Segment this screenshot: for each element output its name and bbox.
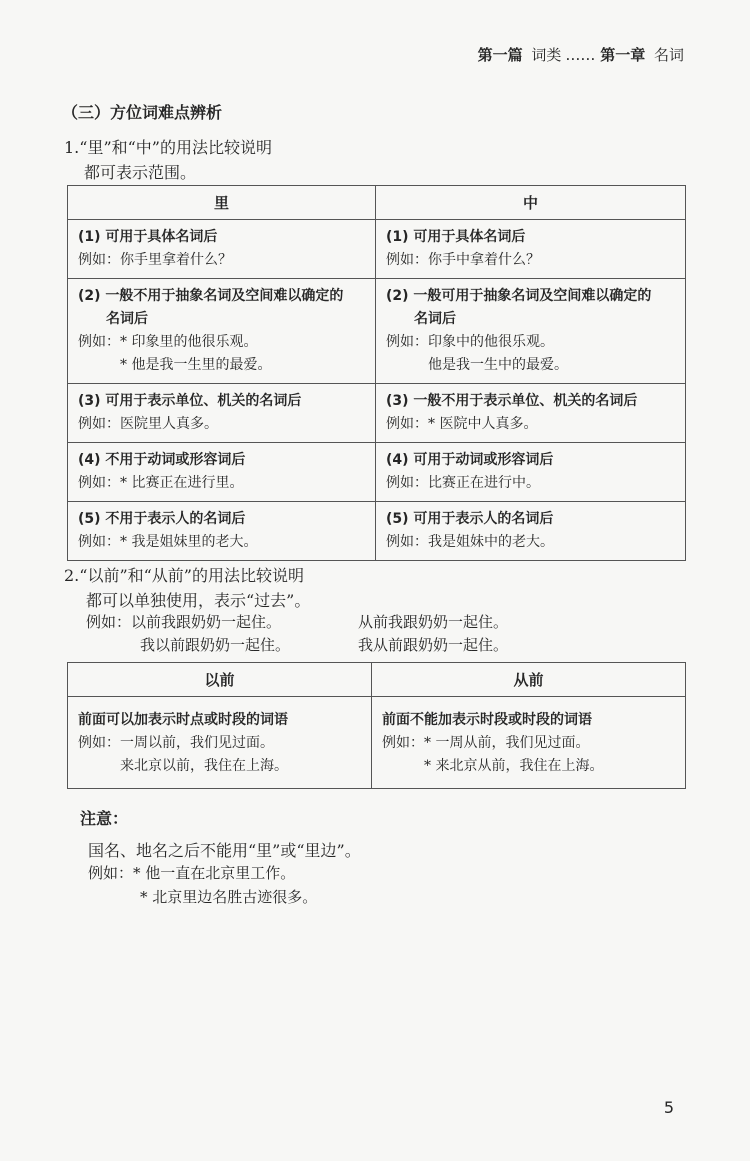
- example-sentence: 例如：印象中的他很乐观。: [386, 334, 554, 350]
- page-number: 5: [663, 1098, 674, 1117]
- table-row: [68, 384, 686, 443]
- example-sentence: * 北京里边名胜古迹很多。: [140, 888, 318, 906]
- usage-rule: (2) 一般不用于抽象名词及空间难以确定的: [78, 288, 344, 304]
- item2-heading: 2.“以前”和“从前”的用法比较说明: [64, 566, 304, 585]
- note-text: 国名、地名之后不能用“里”或“里边”。: [88, 841, 361, 860]
- example-sentence: 我以前跟奶奶一起住。: [140, 636, 291, 654]
- table-row: [68, 443, 686, 502]
- table-cell-li: [68, 279, 376, 384]
- running-head-chapter-name: 名词: [653, 46, 684, 64]
- table-cell-li: [68, 384, 376, 443]
- comparison-table-li-zhong: [67, 185, 686, 561]
- usage-rule: (1) 可用于具体名词后: [386, 229, 526, 245]
- table-cell-zhong: [376, 502, 686, 561]
- column-header-zhong: 中: [376, 186, 686, 220]
- example-sentence: 例如：医院里人真多。: [78, 416, 218, 432]
- table-row: [68, 502, 686, 561]
- example-sentence: 例如：以前我跟奶奶一起住。: [86, 613, 282, 631]
- table-header-row: [68, 186, 686, 220]
- table-cell-zhong: [376, 443, 686, 502]
- usage-rule-continued: 名词后: [414, 311, 456, 327]
- running-head-chapter: 第一章: [600, 46, 646, 64]
- example-sentence: 例如：你手里拿着什么？: [78, 252, 232, 268]
- table-cell-li: [68, 220, 376, 279]
- running-head-part-name: 词类: [531, 46, 562, 64]
- example-sentence: 例如：* 印象里的他很乐观。: [78, 334, 258, 350]
- usage-rule: (2) 一般可用于抽象名词及空间难以确定的: [386, 288, 652, 304]
- example-sentence: 我从前跟奶奶一起住。: [358, 636, 509, 654]
- column-header-congqian: 从前: [372, 663, 686, 697]
- example-sentence: * 来北京从前，我住在上海。: [424, 758, 604, 774]
- usage-rule-continued: 名词后: [106, 311, 148, 327]
- table-row: [68, 220, 686, 279]
- table-cell-li: [68, 443, 376, 502]
- table-header-row: [68, 663, 686, 697]
- comparison-table-yiqian-congqian: [67, 662, 686, 789]
- table-cell-zhong: [376, 279, 686, 384]
- usage-rule: 前面不能加表示时段或时段的词语: [382, 712, 592, 728]
- example-sentence: * 他是我一生里的最爱。: [120, 357, 272, 373]
- table-cell-zhong: [376, 384, 686, 443]
- usage-rule: (3) 一般不用于表示单位、机关的名词后: [386, 393, 638, 409]
- example-sentence: 例如：你手中拿着什么？: [386, 252, 540, 268]
- example-sentence: 来北京以前，我住在上海。: [120, 758, 288, 774]
- usage-rule: (3) 可用于表示单位、机关的名词后: [78, 393, 302, 409]
- example-sentence: 例如：* 医院中人真多。: [386, 416, 538, 432]
- note-label: 注意：: [80, 809, 129, 828]
- table-row: [68, 279, 686, 384]
- column-header-yiqian: 以前: [68, 663, 372, 697]
- table-cell-yiqian: [68, 697, 372, 789]
- item1-intro: 都可表示范围。: [84, 163, 197, 182]
- usage-rule: (5) 可用于表示人的名词后: [386, 511, 554, 527]
- item2-intro: 都可以单独使用，表示“过去”。: [86, 591, 311, 610]
- usage-rule: (5) 不用于表示人的名词后: [78, 511, 246, 527]
- example-sentence: 例如：* 一周从前，我们见过面。: [382, 735, 590, 751]
- table-cell-congqian: [372, 697, 686, 789]
- running-head-part: 第一篇: [477, 46, 523, 64]
- example-sentence: 例如：一周以前，我们见过面。: [78, 735, 274, 751]
- section-title: （三）方位词难点辨析: [62, 103, 223, 122]
- usage-rule: 前面可以加表示时点或时段的词语: [78, 712, 288, 728]
- example-sentence: 例如：比赛正在进行中。: [386, 475, 540, 491]
- table-row: [68, 697, 686, 789]
- example-sentence: 例如：* 他一直在北京里工作。: [88, 864, 296, 882]
- table-cell-li: [68, 502, 376, 561]
- usage-rule: (4) 不用于动词或形容词后: [78, 452, 246, 468]
- example-sentence: 例如：* 比赛正在进行里。: [78, 475, 244, 491]
- item1-heading: 1.“里”和“中”的用法比较说明: [64, 138, 272, 157]
- running-head: [478, 44, 688, 65]
- column-header-li: 里: [68, 186, 376, 220]
- example-sentence: 从前我跟奶奶一起住。: [358, 613, 509, 631]
- table-cell-zhong: [376, 220, 686, 279]
- running-head-dots: ……: [565, 46, 596, 64]
- usage-rule: (4) 可用于动词或形容词后: [386, 452, 554, 468]
- example-sentence: 例如：我是姐妹中的老大。: [386, 534, 554, 550]
- example-sentence: 他是我一生中的最爱。: [428, 357, 568, 373]
- example-sentence: 例如：* 我是姐妹里的老大。: [78, 534, 258, 550]
- usage-rule: (1) 可用于具体名词后: [78, 229, 218, 245]
